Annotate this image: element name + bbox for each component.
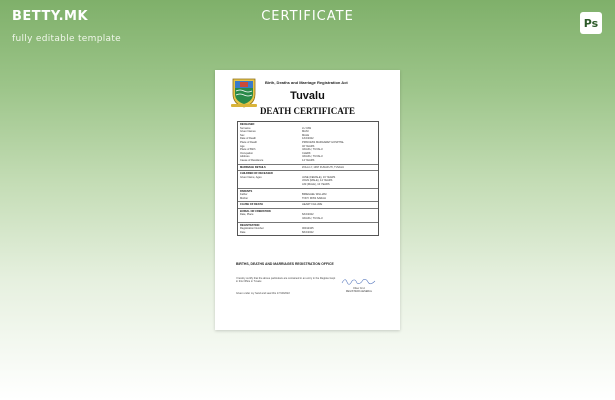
certificate-table bbox=[237, 121, 379, 236]
field-label: Sex bbox=[240, 133, 245, 137]
field-value: CLERK bbox=[302, 151, 311, 155]
section-heading: PARENTS bbox=[240, 189, 253, 193]
field-value: HEART FAILURE bbox=[302, 203, 323, 207]
field-label: Date, Place bbox=[240, 213, 254, 217]
field-labels bbox=[240, 224, 302, 235]
field-value: 6/10/2022 bbox=[302, 213, 314, 217]
certificate-title: DEATH CERTIFICATE bbox=[259, 106, 356, 116]
field-labels bbox=[240, 123, 302, 163]
signature-block bbox=[339, 287, 379, 293]
photoshop-icon: Ps bbox=[580, 12, 602, 34]
table-row bbox=[238, 209, 378, 223]
section-heading: DECEASED bbox=[240, 123, 255, 126]
field-label: Place of Birth bbox=[240, 148, 256, 152]
brand-logo: BETTY.MK bbox=[12, 9, 89, 24]
field-label: Given Name, Ages bbox=[240, 175, 262, 179]
field-label: Mother bbox=[240, 196, 249, 200]
field-value: 46 YEARS bbox=[302, 144, 315, 148]
brand-tagline: fully editable template bbox=[12, 34, 121, 44]
field-value: VAIAKU, TUVALU bbox=[302, 148, 323, 152]
field-label: Cause of Residence bbox=[240, 158, 264, 162]
field-value: 8/10/2022 bbox=[302, 230, 314, 234]
field-values bbox=[302, 210, 376, 221]
field-value: 14 YEARS bbox=[302, 158, 315, 162]
field-label: Father bbox=[240, 193, 248, 197]
field-label: Age bbox=[240, 144, 245, 148]
field-labels bbox=[240, 172, 302, 186]
field-values bbox=[302, 172, 376, 186]
field-value: MALE bbox=[302, 133, 310, 137]
field-label: Date bbox=[240, 230, 246, 234]
table-row bbox=[238, 189, 378, 203]
page-title: CERTIFICATE bbox=[261, 9, 354, 24]
field-labels bbox=[240, 190, 302, 201]
table-row bbox=[238, 122, 378, 165]
field-value: ANI (MALE), 10 YEARS bbox=[302, 182, 330, 186]
field-value: MANI bbox=[302, 130, 309, 134]
field-value: VAIAKU, TUVALU bbox=[302, 217, 323, 221]
table-row bbox=[238, 171, 378, 188]
field-label: Place of Death bbox=[240, 140, 258, 144]
given-text: Given under my hand and seal this 17/10/2022 bbox=[236, 292, 290, 295]
field-value: 1/10/2022 bbox=[302, 137, 314, 141]
field-value: BRIEGHEL WILLIAM bbox=[302, 193, 327, 197]
section-heading: CHILDREN OF DECEASED bbox=[240, 172, 273, 176]
field-value: TONY MISS SARAH bbox=[302, 196, 326, 200]
section-heading: REGISTRATION bbox=[240, 223, 260, 227]
field-labels bbox=[240, 210, 302, 221]
certify-text: I hereby certify that the above particulars are contained in an entry in the Register kept in this Office in Tuvalu bbox=[236, 277, 336, 284]
field-value: JANE (FEMALE), 16 YEARS bbox=[302, 175, 336, 179]
field-label: Occupation bbox=[240, 151, 254, 155]
field-value: VAIAKU, TUVALU bbox=[302, 155, 323, 159]
table-row bbox=[238, 223, 378, 236]
table-row bbox=[238, 202, 378, 209]
table-row bbox=[238, 165, 378, 172]
field-label: Given Names bbox=[240, 130, 256, 134]
field-values bbox=[302, 166, 376, 170]
office-heading: BIRTHS, DEATHS AND MARRIAGES REGISTRATION OFFICE bbox=[236, 262, 334, 266]
field-values bbox=[302, 224, 376, 235]
signature-title: REGISTRAR-GENERAL bbox=[345, 290, 373, 293]
field-value: JOHN (MALE), 14 YEARS bbox=[302, 179, 333, 183]
section-heading: BURIAL OR CREMATION bbox=[240, 209, 271, 213]
field-value: ZOLA LY, 1997 FUNAFUTI, TUVALU bbox=[302, 165, 345, 169]
field-values bbox=[302, 203, 376, 207]
section-heading: CAUSE OF DEATH bbox=[240, 203, 263, 207]
field-value: 00012345 bbox=[302, 227, 314, 231]
field-values bbox=[302, 123, 376, 163]
signature-icon bbox=[341, 276, 377, 286]
field-values bbox=[302, 190, 376, 201]
act-heading: Birth, Deaths and Marriage Registration Act bbox=[265, 80, 348, 85]
field-labels bbox=[240, 166, 302, 170]
certificate-preview bbox=[215, 70, 400, 330]
field-label: Date of Death bbox=[240, 137, 257, 141]
field-value: PRINCESS MARGARET HOSPITAL bbox=[302, 140, 344, 144]
signature-name: Oliver Cruz bbox=[353, 287, 365, 290]
country-name: Tuvalu bbox=[290, 90, 325, 102]
field-label: Surname bbox=[240, 126, 251, 130]
field-label: Address bbox=[240, 155, 250, 159]
section-heading: MARRIAGE DETAILS bbox=[240, 165, 266, 169]
field-value: LU VAN bbox=[302, 126, 312, 130]
field-label: Registration Number bbox=[240, 227, 264, 231]
field-labels bbox=[240, 203, 302, 207]
